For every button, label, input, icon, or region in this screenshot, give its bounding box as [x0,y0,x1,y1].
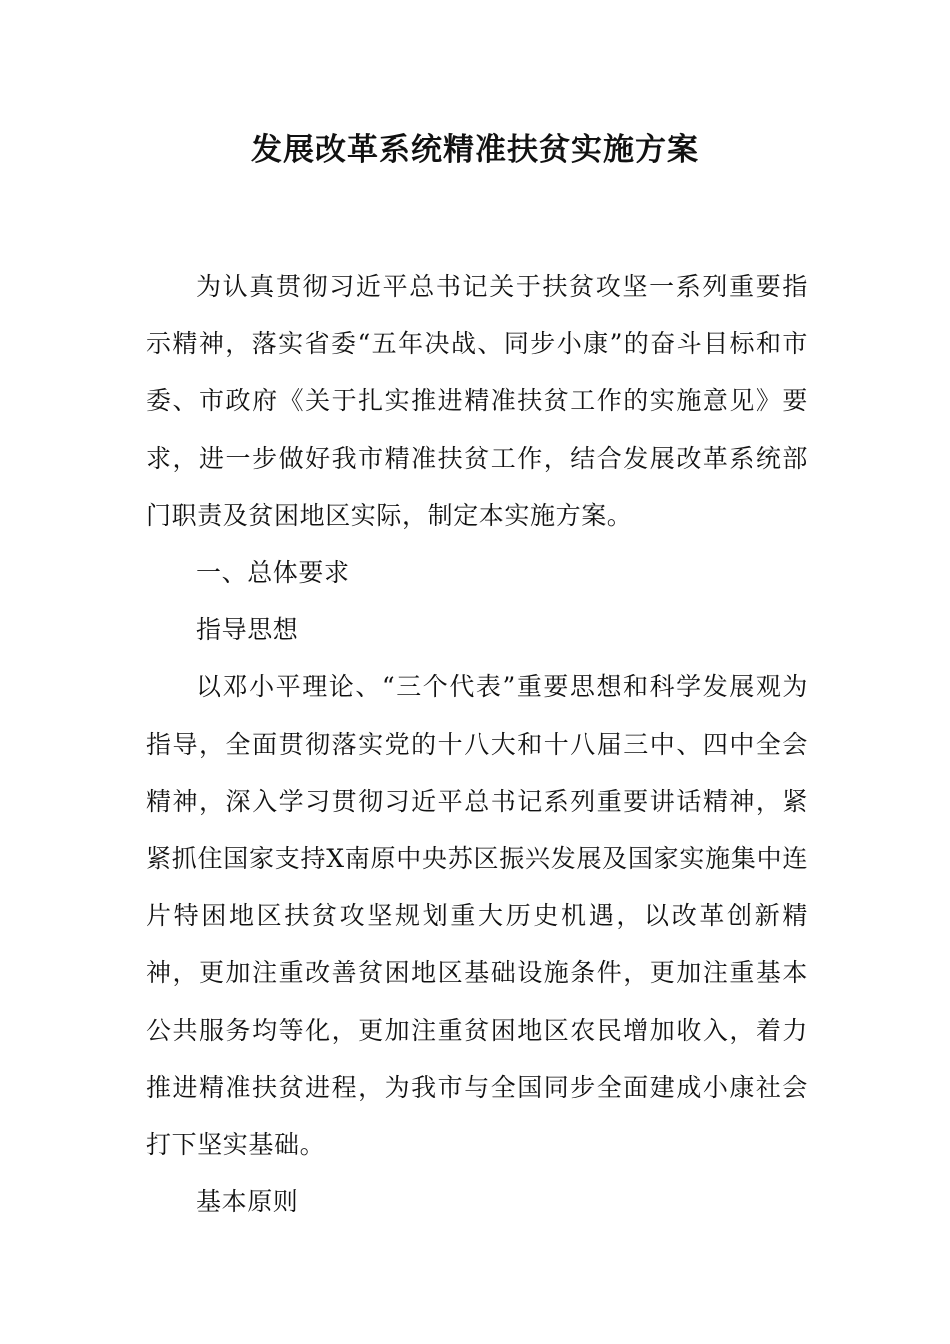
document-body [146,258,808,1230]
subsection-heading-basic-principles: 基本原则 [196,1187,299,1217]
subsection-heading-guiding-ideology: 指导思想 [196,615,299,645]
section-heading-general-requirements: 一、总体要求 [196,558,350,588]
guiding-ideology-paragraph: 以邓小平理论、“三个代表”重要思想和科学发展观为指导，全面贯彻落实党的十八大和十八届三中、四中全会精神，深入学习贯彻习近平总书记系列重要讲话精神，紧紧抓住国家支持X南原中央苏区振兴发展及国家实施集中连片特困地区扶贫攻坚规划重大历史机遇，以改革创新精神，更加注重改善贫困地区基础设施条件，更加注重基本公共服务均等化，更加注重贫困地区农民增加收入，着力推进精准扶贫进程，为我市与全国同步全面建成小康社会打下坚实基础。 [146,672,808,1160]
intro-paragraph: 为认真贯彻习近平总书记关于扶贫攻坚一系列重要指示精神，落实省委“五年决战、同步小康”的奋斗目标和市委、市政府《关于扎实推进精准扶贫工作的实施意见》要求，进一步做好我市精准扶贫工作，结合发展改革系统部门职责及贫困地区实际，制定本实施方案。 [146,272,808,530]
document-title: 发展改革系统精准扶贫实施方案 [251,132,699,168]
